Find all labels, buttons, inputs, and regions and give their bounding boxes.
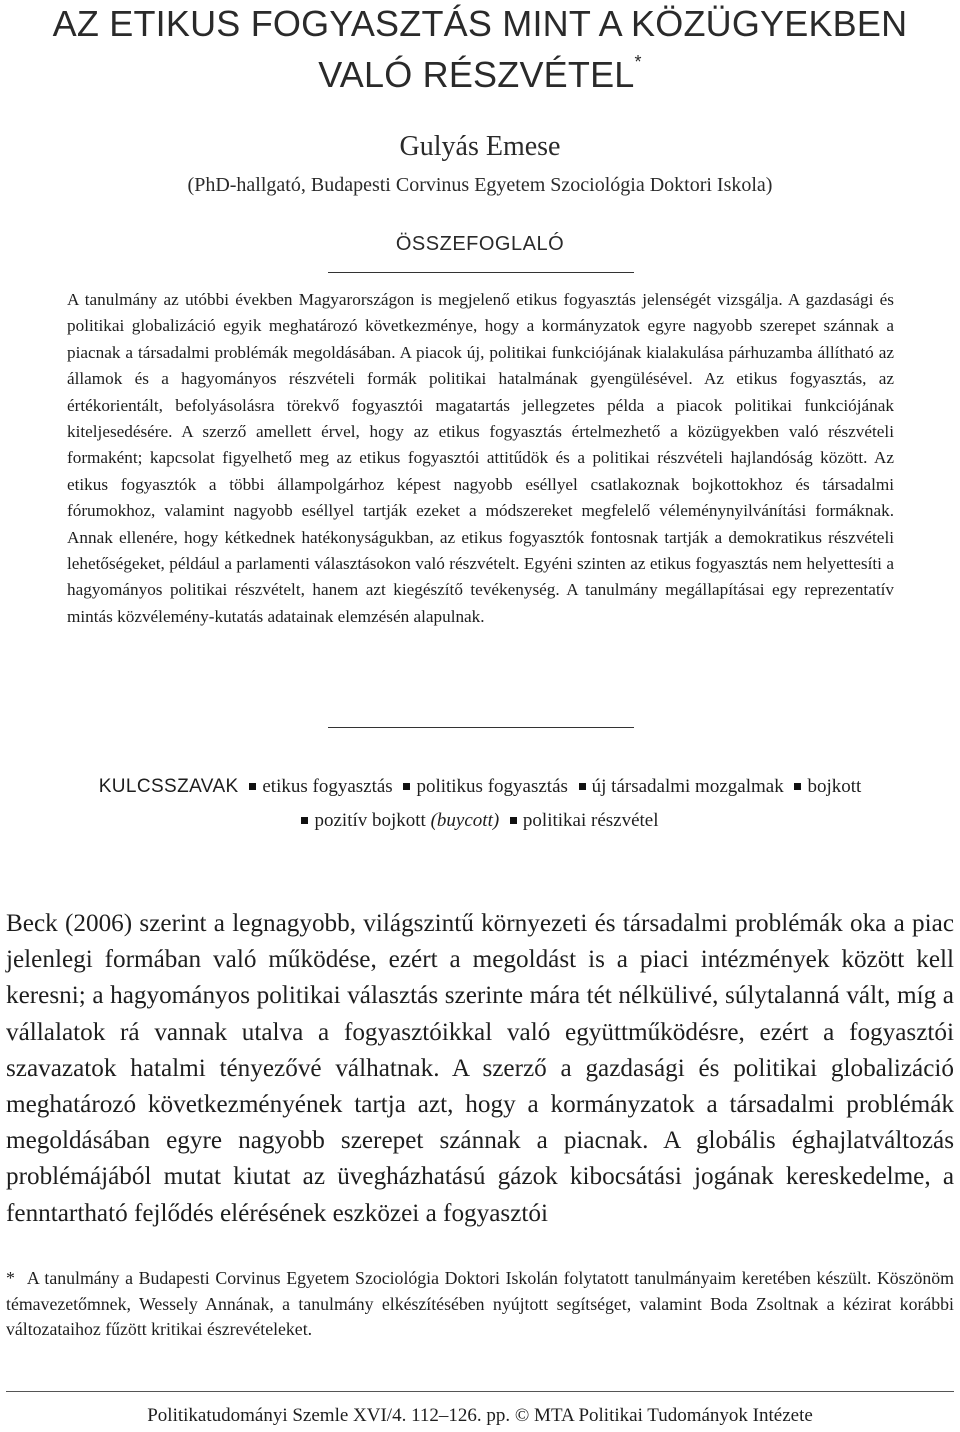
article-title-line-1: AZ ETIKUS FOGYASZTÁS MINT A KÖZÜGYEKBEN — [52, 3, 908, 44]
body-paragraph: Beck (2006) szerint a legnagyobb, világszintű környezeti és társadalmi problémák oka a piac jelenlegi formában való működése, ezért a megoldást is a piaci intézmények között kell keresni; a hagyományos politikai választás szerinte mára tét nélkülivé, súlytalanná vált, míg a vállalatok rá vannak utalva a fogyasztóikkal való együttműködésre, ezért a fogyasztói szavazatok hatalmi tényezővé válhatnak. A szerző a gazdasági és politikai globalizáció meghatározó következményének tartja azt, hogy a kormányzatok a társadalmi problémák megoldásában egyre nagyobb szerepet szánnak a piacnak. A globális éghajlatváltozás problémájából mutat kiutat az üvegházhatású gázok kibocsátási jogának kereskedelme, a fenntartható fejlődés elérésének eszközei a fogyasztói — [6, 910, 954, 1227]
keyword-item: új társadalmi mozgalmak — [591, 776, 784, 797]
bullet-separator — [579, 783, 586, 790]
body-text — [6, 906, 954, 1232]
footnote-text: A tanulmány a Budapesti Corvinus Egyetem Szociológia Doktori Iskolán folytatott tanulmányaim keretében készült. Köszönöm témavezetőmnek, Wessely Annának, a tanulmány elkészítésében nyújtott segítséget, valamint Boda Zsoltnak a kézirat korábbi változataihoz fűzött kritikai észrevételeket. — [6, 1268, 954, 1340]
abstract-top-rule — [328, 272, 634, 273]
keywords-block — [0, 770, 960, 838]
bullet-separator — [403, 783, 410, 790]
article-title-line-2: VALÓ RÉSZVÉTEL — [318, 54, 635, 95]
bullet-separator — [510, 817, 517, 824]
bullet-separator — [249, 783, 256, 790]
abstract-bottom-rule — [328, 727, 634, 728]
keyword-item: politikus fogyasztás — [416, 776, 568, 797]
author-affiliation: (PhD-hallgató, Budapesti Corvinus Egyetem Szociológia Doktori Iskola) — [187, 174, 773, 196]
keyword-item: pozitív bojkott — [314, 810, 426, 831]
keyword-item-italic: (buycott) — [430, 810, 500, 831]
abstract-heading: ÖSSZEFOGLALÓ — [395, 233, 565, 255]
title-footnote-mark: * — [634, 52, 642, 72]
article-title — [0, 2, 960, 97]
keyword-item: etikus fogyasztás — [262, 776, 393, 797]
author-name: Gulyás Emese — [399, 131, 561, 162]
bullet-separator — [794, 783, 801, 790]
footer-rule — [6, 1391, 954, 1392]
bullet-separator — [301, 817, 308, 824]
page-footer: Politikatudományi Szemle XVI/4. 112–126. pp. © MTA Politikai Tudományok Intézete — [147, 1405, 813, 1426]
abstract-text: A tanulmány az utóbbi években Magyarországon is megjelenő etikus fogyasztás jelenségét vizsgálja. A gazdasági és politikai globalizáció egyik meghatározó következménye, hogy a kormányzatok egyre nagyobb szerepet szánnak a piacnak a társadalmi problémák megoldásában. A piacok új, politikai funkciójának kialakulása párhuzamba állítható az államok és a hagyományos részvételi formák politikai hatalmának gyengülésével. Az etikus fogyasztás, az értékorientált, befolyásolásra törekvő fogyasztói magatartás jellegzetes példa a piacok politikai funkciójának kiteljesedésére. A szerző amellett érvel, hogy az etikus fogyasztás értelmezhető a közügyekben való részvételi formaként; kapcsolat figyelhető meg az etikus fogyasztói attitűdök és a politikai részvételi hajlandóság között. Az etikus fogyasztók a többi állampolgárhoz képest nagyobb eséllyel csatlakoznak bojkottokhoz és társadalmi fórumokhoz, valamint nagyobb eséllyel tartják ezeket a módszereket megfelelő véleménynyilvánítási formáknak. Annak ellenére, hogy kétkednek hatékonyságukban, az etikus fogyasztók fontosnak tartják a demokratikus részvételi lehetőségeket, például a parlamenti választásokon való részvételt. Egyéni szinten az etikus fogyasztás nem helyettesíti a hagyományos politikai részvételt, hanem azt kiegészítő tevékenység. A tanulmány megállapításai egy reprezentatív mintás közvélemény-kutatás adatainak elemzésén alapulnak. — [67, 290, 894, 626]
abstract-block — [67, 287, 894, 630]
keyword-item: bojkott — [807, 776, 862, 797]
footnote — [6, 1266, 954, 1343]
footnote-mark: * — [6, 1268, 15, 1288]
keywords-label: KULCSSZAVAK — [98, 776, 239, 797]
keyword-item: politikai részvétel — [522, 810, 659, 831]
